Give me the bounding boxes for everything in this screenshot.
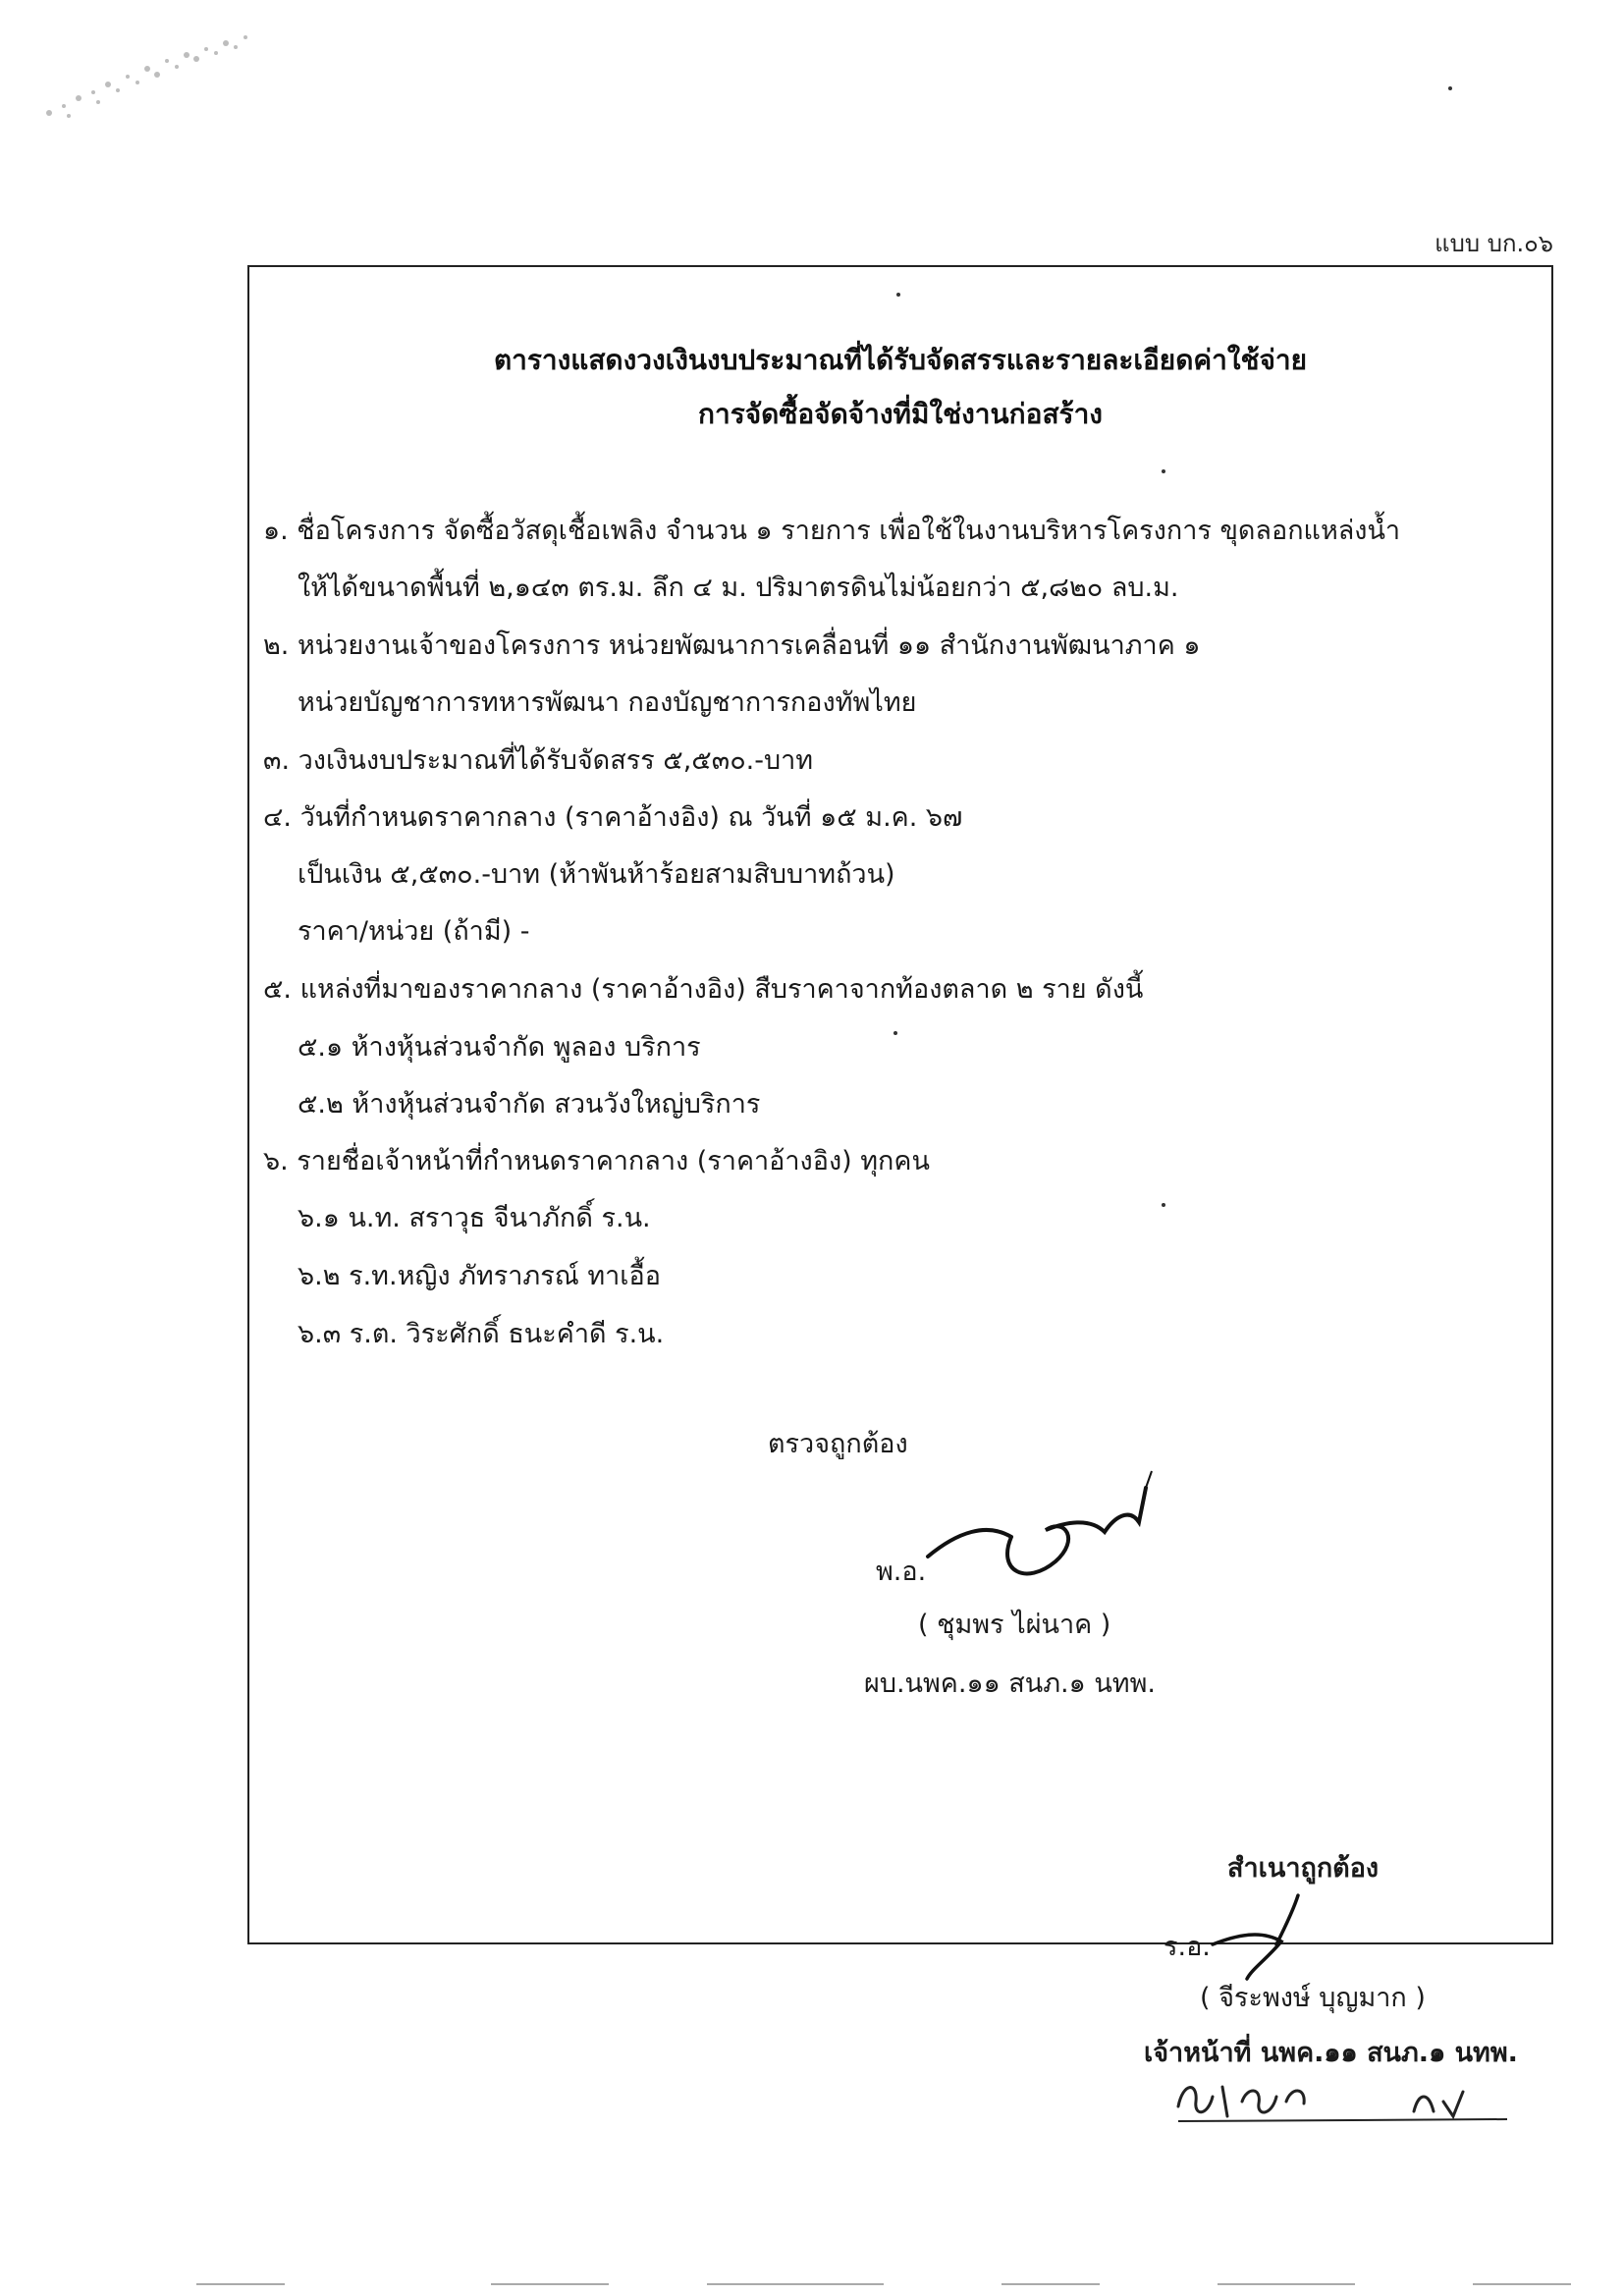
item-1-line-2: ให้ได้ขนาดพื้นที่ ๒,๑๔๓ ตร.ม. ลึก ๔ ม. ปริมาตรดินไม่น้อยกว่า ๕,๘๒๐ ลบ.ม. [298, 573, 1179, 603]
handwritten-date [1168, 2062, 1522, 2131]
form-code: แบบ บก.๐๖ [1435, 230, 1553, 257]
item-6-3: ๖.๓ ร.ต. วิระศักดิ์ ธนะคำดี ร.น. [298, 1319, 665, 1349]
certify-rank: พ.อ. [876, 1557, 927, 1587]
copy-cert-signature [1208, 1890, 1326, 1989]
item-2-line-1: ๒. หน่วยงานเจ้าของโครงการ หน่วยพัฒนาการเคลื่อนที่ ๑๑ สำนักงานพัฒนาภาค ๑ [263, 630, 1201, 661]
item-4-line-1: ๔. วันที่กำหนดราคากลาง (ราคาอ้างอิง) ณ วันที่ ๑๕ ม.ค. ๖๗ [263, 802, 963, 833]
item-5-1: ๕.๑ ห้างหุ้นส่วนจำกัด พูลอง บริการ [298, 1032, 701, 1063]
document-subtitle: การจัดซื้อจัดจ้างที่มิใช่งานก่อสร้าง [698, 398, 1103, 430]
item-6: ๖. รายชื่อเจ้าหน้าที่กำหนดราคากลาง (ราคาอ้างอิง) ทุกคน [263, 1146, 930, 1176]
copy-cert-name: ( จีระพงษ์ บุญมาก ) [1200, 1983, 1426, 2013]
item-6-1: ๖.๑ น.ท. สราวุธ จีนาภักดิ์ ร.น. [298, 1203, 651, 1233]
certify-name: ( ชุมพร ไผ่นาค ) [918, 1610, 1111, 1640]
item-4-line-2: เป็นเงิน ๕,๕๓๐.-บาท (ห้าพันห้าร้อยสามสิบบาทถ้วน) [298, 859, 895, 890]
item-5: ๕. แหล่งที่มาของราคากลาง (ราคาอ้างอิง) สืบราคาจากท้องตลาด ๒ ราย ดังนี้ [263, 974, 1144, 1005]
scan-speck [896, 293, 900, 297]
item-6-2: ๖.๒ ร.ท.หญิง ภัทราภรณ์ ทาเอื้อ [298, 1261, 661, 1291]
scan-smudge [39, 20, 295, 137]
scan-speck [1162, 469, 1165, 473]
copy-cert-label: สำเนาถูกต้อง [1227, 1853, 1380, 1884]
certify-position: ผบ.นพค.๑๑ สนภ.๑ นทพ. [864, 1668, 1156, 1699]
certify-label: ตรวจถูกต้อง [768, 1429, 908, 1459]
scan-speck [893, 1031, 897, 1035]
item-2-line-2: หน่วยบัญชาการทหารพัฒนา กองบัญชาการกองทัพไทย [298, 687, 917, 718]
item-4-line-3: ราคา/หน่วย (ถ้ามี) - [298, 916, 530, 947]
scan-speck [1162, 1203, 1165, 1207]
document-title: ตารางแสดงวงเงินงบประมาณที่ได้รับจัดสรรและรายละเอียดค่าใช้จ่าย [493, 344, 1308, 376]
copy-cert-position: เจ้าหน้าที่ นพค.๑๑ สนภ.๑ นทพ. [1144, 2038, 1518, 2068]
scan-speck [1448, 86, 1452, 90]
certify-signature [918, 1463, 1173, 1591]
item-5-2: ๕.๒ ห้างหุ้นส่วนจำกัด สวนวังใหญ่บริการ [298, 1089, 761, 1120]
item-3: ๓. วงเงินงบประมาณที่ได้รับจัดสรร ๕,๕๓๐.-บาท [263, 745, 814, 776]
copy-cert-rank: ร.อ. [1164, 1932, 1211, 1962]
item-1-line-1: ๑. ชื่อโครงการ จัดซื้อวัสดุเชื้อเพลิง จำนวน ๑ รายการ เพื่อใช้ในงานบริหารโครงการ ขุดลอกแหล่งน้ำ [263, 516, 1401, 546]
scan-edge [0, 2280, 1624, 2290]
